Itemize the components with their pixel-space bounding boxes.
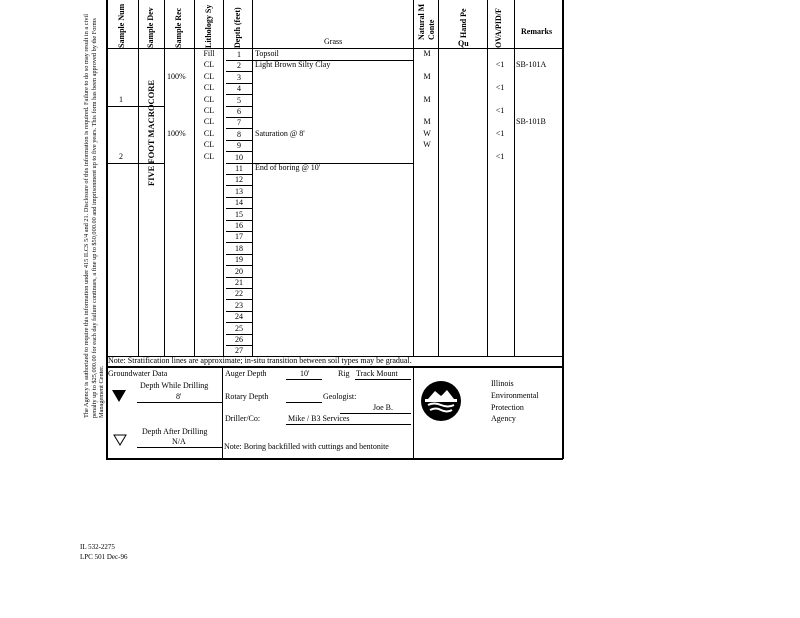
header-natural-moisture: Natural M [417,3,426,40]
depth-cell: 23 [226,300,252,312]
depth-cell: 26 [226,334,252,346]
header-content: Conte [427,19,436,40]
depth-cell: 5 [226,95,252,107]
form-id: LPC 501 Dec-96 [80,553,128,561]
lithology-cell: CL [203,60,215,69]
soil-description: Saturation @ 8' [255,129,305,138]
moisture-value: M [423,95,431,104]
depth-cell: 16 [226,220,252,232]
depth-cell: 27 [226,345,252,357]
agency-name: Environmental [491,391,539,400]
geologist-value: Joe B. [373,403,393,412]
depth-cell: 15 [226,209,252,221]
disclaimer-text: The Agency is authorized to require this information under 415 ILCS 5/4 and 21. Disclosure of this information is required. Failure to do so may result in a civil penalty up to $25,000.00 for each day failure continues, a fine up to $50,000.00 and imprisonment up to five years. This form has been approved by the Forms Management Center. [83,14,105,418]
groundwater-label: Groundwater Data [108,369,168,378]
soil-description: Topsoil [255,49,279,58]
depth-after-drilling-label: Depth After Drilling [142,427,208,436]
ova-reading: <1 [495,60,505,69]
depth-cell: 18 [226,243,252,255]
driller-value: Mike / B3 Services [288,414,350,423]
stratification-note: Note: Stratification lines are approximate; in-situ transition between soil types may be gradual. [108,356,412,365]
depth-cell: 25 [226,323,252,335]
remark-text: SB-101B [516,117,546,126]
ova-reading: <1 [495,106,505,115]
header-grass: Grass [324,37,343,46]
sample-number: 1 [119,95,123,104]
lithology-cell: CL [203,140,215,149]
header-ova: OVA/PID/F [494,8,503,48]
depth-cell: 14 [226,197,252,209]
depth-cell: 4 [226,83,252,95]
moisture-value: M [423,117,431,126]
lithology-cell: CL [203,106,215,115]
lithology-cell: CL [203,72,215,81]
header-lithology: Lithology Sy [204,4,213,48]
rotary-depth-label: Rotary Depth [225,392,269,401]
depth-cell: 22 [226,288,252,300]
lithology-cell: CL [203,83,215,92]
depth-cell: 17 [226,231,252,243]
lithology-cell: CL [203,95,215,104]
moisture-value: W [423,140,431,149]
moisture-value: M [423,72,431,81]
sample-recovery: 100% [167,72,186,81]
soil-description: Light Brown Silty Clay [255,60,331,69]
depth-cell: 20 [226,266,252,278]
depth-cell: 2 [226,60,252,72]
depth-cell: 12 [226,174,252,186]
depth-after-drilling-value: N/A [172,437,186,446]
depth-cell: 24 [226,311,252,323]
header-qu: Qu [458,39,469,48]
lithology-cell: CL [203,152,215,161]
sampler-label: FIVE FOOT MACROCORE [146,79,156,186]
header-hand-pen: Hand Pe [459,8,468,38]
agency-name: Illinois [491,379,514,388]
depth-cell: 19 [226,254,252,266]
depth-cell: 6 [226,106,252,118]
agency-name: Protection [491,403,524,412]
header-depth: Depth (feet) [233,7,242,48]
moisture-value: M [423,49,431,58]
ova-reading: <1 [495,83,505,92]
backfill-note: Note: Boring backfilled with cuttings and bentonite [224,442,389,451]
ova-reading: <1 [495,152,505,161]
depth-while-drilling-value: 8' [176,392,182,401]
form-id: IL 532-2275 [80,543,115,551]
auger-depth-value: 10' [300,369,310,378]
depth-cell: 1 [226,49,252,61]
water-level-while-icon [112,389,126,407]
soil-description: End of boring @ 10' [255,163,321,172]
water-level-after-icon [113,433,127,451]
depth-cell: 3 [226,72,252,84]
rig-value: Track Mount [356,369,398,378]
auger-depth-label: Auger Depth [225,369,267,378]
sample-number: 2 [119,152,123,161]
depth-cell: 21 [226,277,252,289]
ova-reading: <1 [495,129,505,138]
lithology-cell: CL [203,129,215,138]
lithology-cell: Fill [203,49,215,58]
header-sample-dev: Sample Dev [146,7,155,48]
illinois-epa-logo [420,380,462,427]
header-sample-rec: Sample Rec [174,7,183,48]
depth-cell: 7 [226,117,252,129]
depth-cell: 10 [226,152,252,164]
geologist-label: Geologist: [323,392,357,401]
depth-cell: 8 [226,129,252,141]
agency-name: Agency [491,414,516,423]
depth-while-drilling-label: Depth While Drilling [140,381,209,390]
sample-recovery: 100% [167,129,186,138]
lithology-cell: CL [203,117,215,126]
header-remarks: Remarks [521,27,553,36]
depth-cell: 13 [226,186,252,198]
depth-cell: 11 [226,163,252,175]
rig-label: Rig [338,369,350,378]
remark-text: SB-101A [516,60,547,69]
depth-cell: 9 [226,140,252,152]
header-sample-num: Sample Num [117,3,126,48]
moisture-value: W [423,129,431,138]
driller-label: Driller/Co: [225,414,261,423]
